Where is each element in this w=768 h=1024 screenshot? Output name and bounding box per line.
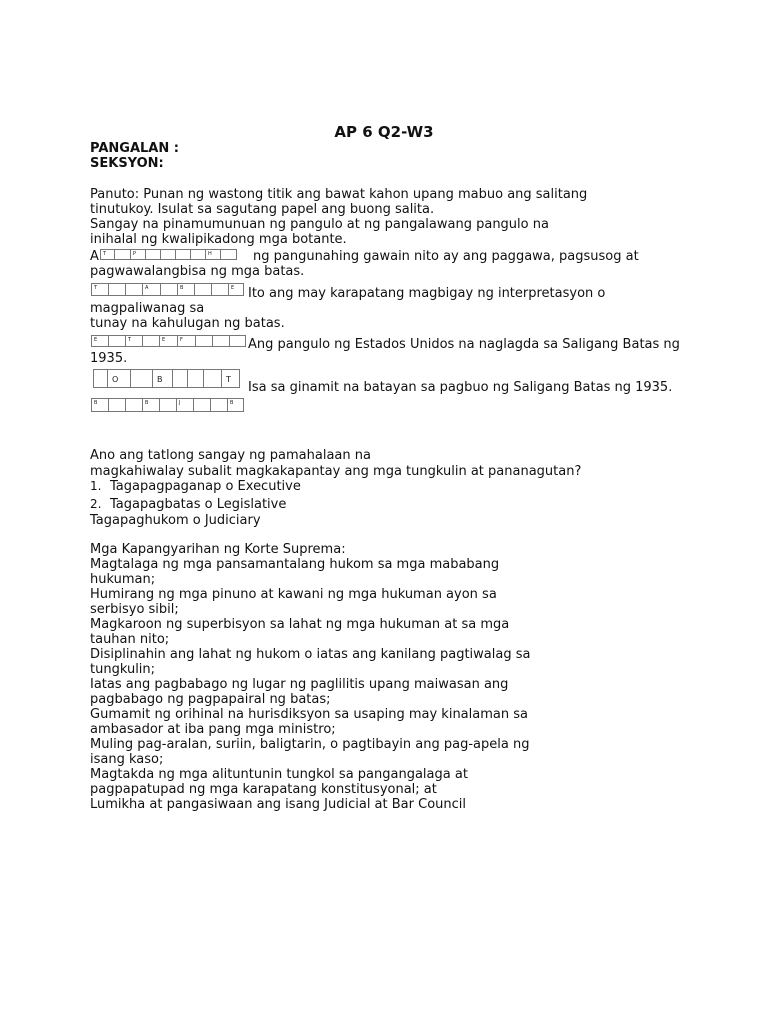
item-intro-line-2: inihalal ng kwalipikadong mga botante. <box>90 232 347 247</box>
letter-box[interactable] <box>126 283 143 296</box>
power-line: tauhan nito; <box>90 632 170 647</box>
letter-box[interactable] <box>131 369 153 388</box>
letter-box[interactable]: B <box>91 398 109 412</box>
letter-box[interactable] <box>109 398 126 412</box>
q2-text: Ito ang may karapatang magbigay ng interpretasyon o <box>248 286 606 301</box>
letter-box[interactable]: E <box>160 335 178 347</box>
letter-box[interactable]: B <box>228 398 244 412</box>
letter-box[interactable] <box>196 335 213 347</box>
q1-letter-boxes[interactable] <box>100 249 237 260</box>
power-line: Magtalaga ng mga pansamantalang hukom sa mga mababang <box>90 557 500 572</box>
q5-letter-boxes[interactable] <box>91 398 244 412</box>
power-line: Magkaroon ng superbisyon sa lahat ng mga hukuman at sa mga <box>90 617 510 632</box>
letter-box[interactable] <box>191 249 206 260</box>
letter-box[interactable] <box>93 369 108 388</box>
letter-box[interactable] <box>194 398 211 412</box>
section-label: SEKSYON: <box>90 156 164 171</box>
branch-list-item <box>90 497 286 512</box>
q3-letter-boxes[interactable] <box>91 335 246 347</box>
letter-box[interactable]: F <box>178 335 196 347</box>
letter-box[interactable]: J <box>177 398 194 412</box>
page-title: AP 6 Q2-W3 <box>334 123 434 141</box>
power-line: Humirang ng mga pinuno at kawani ng mga hukuman ayon sa <box>90 587 497 602</box>
q2-letter-boxes[interactable] <box>91 283 244 296</box>
letter-box[interactable] <box>221 249 237 260</box>
powers-heading: Mga Kapangyarihan ng Korte Suprema: <box>90 542 346 557</box>
letter-box[interactable]: P <box>131 249 146 260</box>
power-line: Muling pag-aralan, suriin, baligtarin, o pagtibayin ang pag-apela ng <box>90 737 530 752</box>
letter-box[interactable] <box>176 249 191 260</box>
letter-box[interactable] <box>212 283 229 296</box>
letter-box[interactable] <box>188 369 204 388</box>
list-number: 2. <box>90 497 102 511</box>
list-number: 1. <box>90 479 102 493</box>
letter-box[interactable] <box>115 249 131 260</box>
power-line: ambasador at iba pang mga ministro; <box>90 722 336 737</box>
branch-third: Tagapaghukom o Judiciary <box>90 513 261 528</box>
power-line: Lumikha at pangasiwaan ang isang Judicial at Bar Council <box>90 797 466 812</box>
branches-question-1: Ano ang tatlong sangay ng pamahalaan na <box>90 448 371 463</box>
q1-text: ng pangunahing gawain nito ay ang paggawa, pagsusog at <box>253 249 639 264</box>
instructions-line-1: Panuto: Punan ng wastong titik ang bawat kahon upang mabuo ang salitang <box>90 187 588 202</box>
letter-box[interactable] <box>195 283 212 296</box>
letter-box[interactable]: B <box>143 398 160 412</box>
letter-box[interactable]: B <box>153 369 173 388</box>
powers-list <box>90 557 530 812</box>
letter-box[interactable] <box>213 335 230 347</box>
list-item-text: Tagapagpaganap o Executive <box>110 479 301 494</box>
letter-box[interactable]: T <box>100 249 115 260</box>
letter-box[interactable]: B <box>178 283 195 296</box>
letter-box[interactable] <box>173 369 188 388</box>
letter-box[interactable] <box>204 369 222 388</box>
power-line: Gumamit ng orihinal na hurisdiksyon sa usaping may kinalaman sa <box>90 707 528 722</box>
item-intro-line-1: Sangay na pinamumunuan ng pangulo at ng pangalawang pangulo na <box>90 217 549 232</box>
branches-question-2: magkahiwalay subalit magkakapantay ang mga tungkulin at pananagutan? <box>90 464 582 479</box>
q1-text-2: pagwawalangbisa ng mga batas. <box>90 264 305 279</box>
q3-text-2: 1935. <box>90 351 128 366</box>
letter-box[interactable] <box>230 335 246 347</box>
power-line: tungkulin; <box>90 662 156 677</box>
letter-box[interactable]: O <box>108 369 131 388</box>
branch-list-item <box>90 479 301 494</box>
letter-box[interactable] <box>109 283 126 296</box>
letter-box[interactable] <box>161 283 178 296</box>
letter-box[interactable]: T <box>126 335 143 347</box>
letter-box[interactable] <box>109 335 126 347</box>
name-label: PANGALAN : <box>90 141 179 156</box>
letter-box[interactable]: A <box>143 283 161 296</box>
letter-box[interactable] <box>143 335 160 347</box>
power-line: Disiplinahin ang lahat ng hukom o iatas ang kanilang pagtiwalag sa <box>90 647 531 662</box>
q2-text-2: magpaliwanag sa <box>90 301 205 316</box>
letter-box[interactable] <box>211 398 228 412</box>
power-line: serbisyo sibil; <box>90 602 179 617</box>
power-line: pagbabago ng pagpapairal ng batas; <box>90 692 331 707</box>
q1-prefix: A <box>90 249 99 264</box>
power-line: pagpapatupad ng mga karapatang konstitusyonal; at <box>90 782 437 797</box>
instructions-line-2: tinutukoy. Isulat sa sagutang papel ang buong salita. <box>90 202 435 217</box>
letter-box[interactable]: E <box>229 283 244 296</box>
letter-box[interactable]: T <box>91 283 109 296</box>
letter-box[interactable] <box>126 398 143 412</box>
q4-text: Isa sa ginamit na batayan sa pagbuo ng Saligang Batas ng 1935. <box>248 380 673 395</box>
q3-text: Ang pangulo ng Estados Unidos na naglagda sa Saligang Batas ng <box>248 337 680 352</box>
power-line: Magtakda ng mga alituntunin tungkol sa pangangalaga at <box>90 767 468 782</box>
letter-box[interactable] <box>160 398 177 412</box>
q4-letter-boxes[interactable] <box>93 369 240 388</box>
power-line: Iatas ang pagbabago ng lugar ng paglilitis upang maiwasan ang <box>90 677 509 692</box>
q2-text-3: tunay na kahulugan ng batas. <box>90 316 285 331</box>
letter-box[interactable]: T <box>222 369 240 388</box>
letter-box[interactable]: E <box>91 335 109 347</box>
power-line: isang kaso; <box>90 752 164 767</box>
letter-box[interactable] <box>161 249 176 260</box>
list-item-text: Tagapagbatas o Legislative <box>110 497 287 512</box>
letter-box[interactable]: H <box>206 249 221 260</box>
letter-box[interactable] <box>146 249 161 260</box>
power-line: hukuman; <box>90 572 156 587</box>
